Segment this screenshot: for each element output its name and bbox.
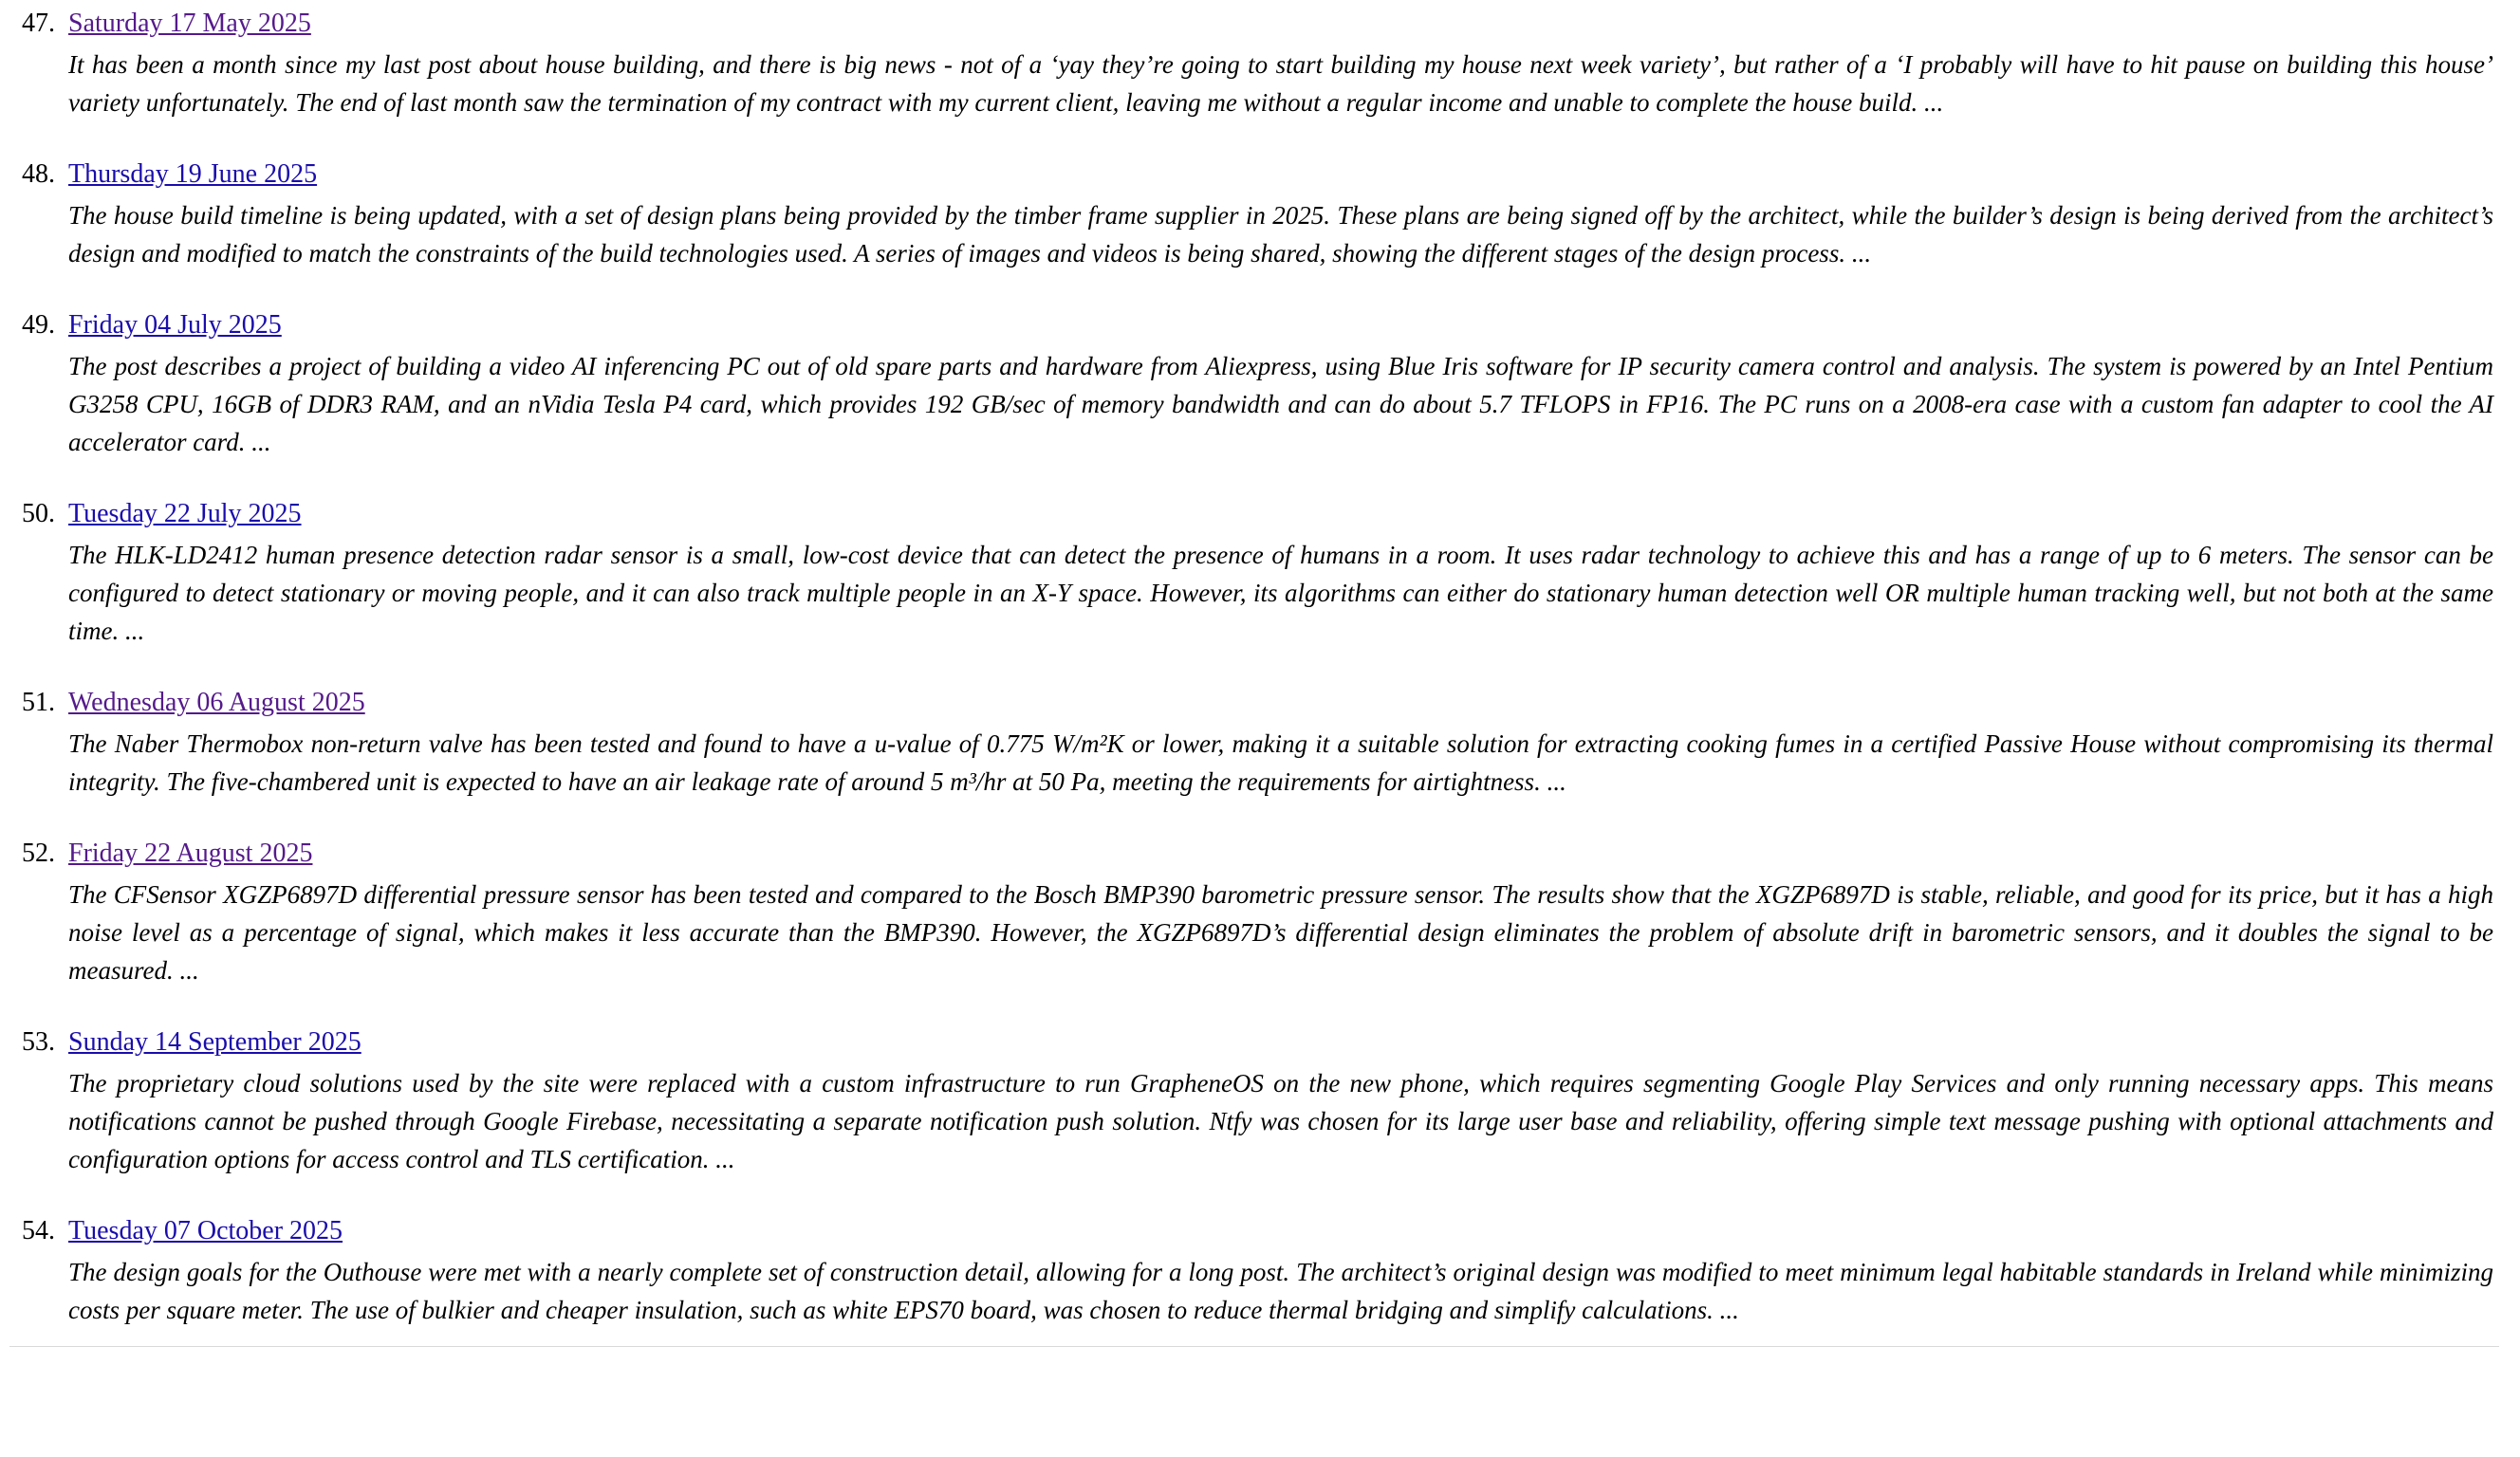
list-item (9, 1026, 2499, 1178)
list-item-number: 52. (22, 839, 55, 868)
post-summary: The house build timeline is being updated, with a set of design plans being provided by the timber frame supplier in 2025. These plans are being signed off by the architect, while the builder’s design is being derived from the architect’s design and modified to match the constraints of the build technologies used. A series of images and videos is being shared, showing the different stages of the design process. ... (68, 201, 2493, 267)
list-item (9, 309, 2499, 461)
post-summary: The design goals for the Outhouse were met with a nearly complete set of construction detail, allowing for a long post. The architect’s original design was modified to meet minimum legal habitable standards in Ireland while minimizing costs per square meter. The use of bulkier and cheaper insulation, such as white EPS70 board, was chosen to reduce thermal bridging and simplify calculations. ... (68, 1258, 2493, 1324)
list-item (9, 498, 2499, 650)
list-item-number: 51. (22, 688, 55, 717)
list-item (9, 838, 2499, 989)
list-item-number: 53. (22, 1027, 55, 1057)
post-summary: The Naber Thermobox non-return valve has been tested and found to have a u-value of 0.775 W/m²K or lower, making it a suitable solution for extracting cooking fumes in a certified Passive House without compromising its thermal integrity. The five-chambered unit is expected to have an air leakage rate of around 5 m³/hr at 50 Pa, meeting the requirements for airtightness. ... (68, 729, 2493, 796)
list-item (9, 1215, 2499, 1329)
post-summary: It has been a month since my last post about house building, and there is big news - not of a ‘yay they’re going to start building my house next week variety’, but rather of a ‘I probably will have to hit pause on building this house’ variety unfortunately. The end of last month saw the termination of my contract with my current client, leaving me without a regular income and unable to complete the house build. ... (68, 50, 2493, 117)
list-item-number: 49. (22, 310, 55, 340)
post-title-link[interactable]: Friday 04 July 2025 (68, 310, 282, 340)
list-item-number: 48. (22, 159, 55, 189)
post-title-link[interactable]: Thursday 19 June 2025 (68, 159, 318, 189)
list-item (9, 158, 2499, 272)
post-summary: The post describes a project of building a video AI inferencing PC out of old spare parts and hardware from Aliexpress, using Blue Iris software for IP security camera control and analysis. The system is powered by an Intel Pentium G3258 CPU, 16GB of DDR3 RAM, and an nVidia Tesla P4 card, which provides 192 GB/sec of memory bandwidth and can do about 5.7 TFLOPS in FP16. The PC runs on a 2008-era case with a custom fan adapter to cool the AI accelerator card. ... (68, 352, 2493, 456)
post-title-link[interactable]: Friday 22 August 2025 (68, 839, 313, 868)
list-item-number: 54. (22, 1216, 55, 1245)
post-summary: The HLK-LD2412 human presence detection radar sensor is a small, low-cost device that can detect the presence of humans in a room. It uses radar technology to achieve this and has a range of up to 6 meters. The sensor can be configured to detect stationary or moving people, and it can also track multiple people in an X-Y space. However, its algorithms can either do stationary human detection well OR multiple human tracking well, but not both at the same time. ... (68, 541, 2493, 645)
page-divider (9, 1346, 2499, 1347)
post-title-link[interactable]: Tuesday 07 October 2025 (68, 1216, 343, 1245)
post-title-link[interactable]: Sunday 14 September 2025 (68, 1027, 361, 1057)
post-list (9, 8, 2499, 1329)
post-title-link[interactable]: Wednesday 06 August 2025 (68, 688, 365, 717)
list-item-number: 50. (22, 499, 55, 528)
list-item (9, 687, 2499, 801)
post-summary: The proprietary cloud solutions used by the site were replaced with a custom infrastructure to run GrapheneOS on the new phone, which requires segmenting Google Play Services and only running necessary apps. This means notifications cannot be pushed through Google Firebase, necessitating a separate notification push solution. Ntfy was chosen for its large user base and reliability, offering simple text message pushing with optional attachments and configuration options for access control and TLS certification. ... (68, 1069, 2493, 1173)
post-title-link[interactable]: Saturday 17 May 2025 (68, 9, 311, 38)
post-title-link[interactable]: Tuesday 22 July 2025 (68, 499, 302, 528)
list-item-number: 47. (22, 9, 55, 38)
list-item (9, 8, 2499, 121)
post-summary: The CFSensor XGZP6897D differential pressure sensor has been tested and compared to the Bosch BMP390 barometric pressure sensor. The results show that the XGZP6897D is stable, reliable, and good for its price, but it has a high noise level as a percentage of signal, which makes it less accurate than the BMP390. However, the XGZP6897D’s differential design eliminates the problem of absolute drift in barometric sensors, and it doubles the signal to be measured. ... (68, 880, 2493, 985)
